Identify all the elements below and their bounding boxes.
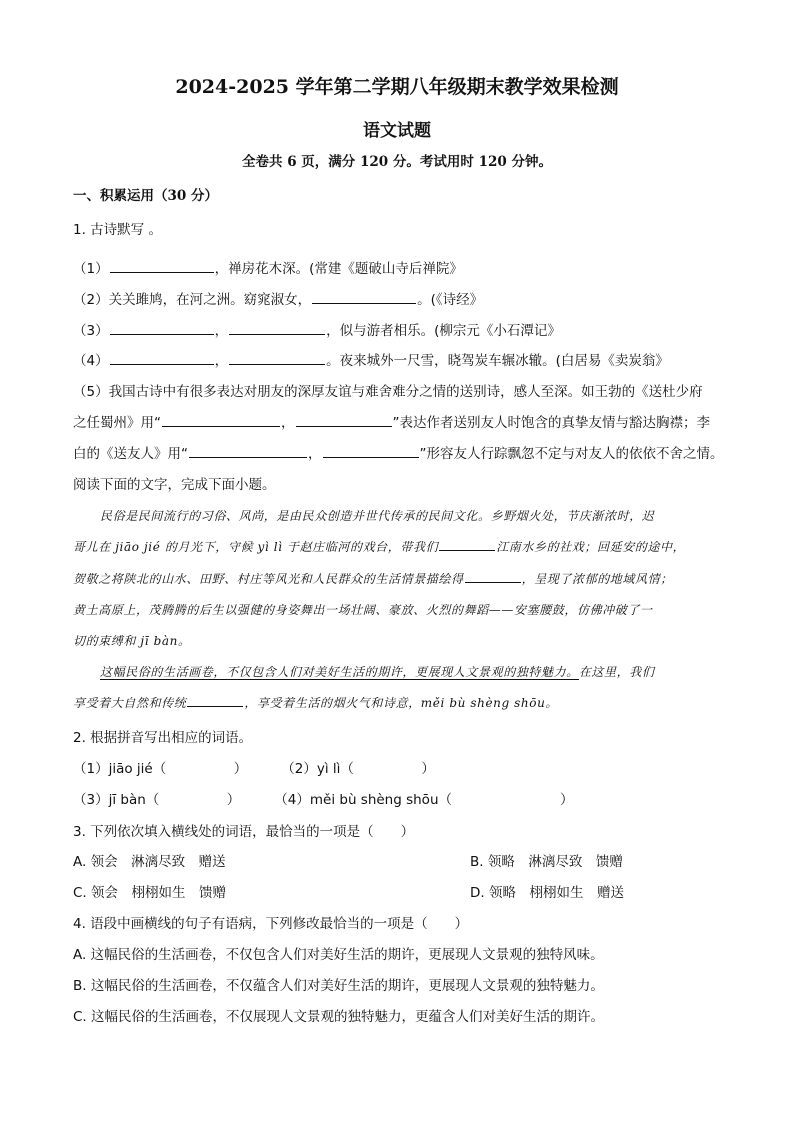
q3-option-b[interactable]: B. 领略 淋漓尽致 馈赠: [470, 854, 623, 870]
answer-blank[interactable]: [323, 445, 419, 458]
q2-row-1: [73, 757, 733, 777]
answer-blank[interactable]: [162, 414, 280, 427]
q3-options-row-2: [73, 881, 733, 901]
q1-item-3-text: ，似与游者相乐。(柳宗元《小石潭记》: [326, 323, 561, 339]
q1-item-5-line-2: [73, 411, 733, 431]
q2-item-1: （1）jiāo jié（ ）: [73, 761, 248, 777]
q3-option-d[interactable]: D. 领略 栩栩如生 赠送: [470, 885, 624, 901]
question-3-stem: 3. 下列依次填入横线处的词语，最恰当的一项是（ ）: [73, 824, 415, 840]
answer-blank[interactable]: [229, 322, 325, 335]
q1-item-1: [73, 257, 733, 277]
q1-item-5-line-3: [73, 442, 733, 462]
answer-blank[interactable]: [110, 260, 214, 273]
q1-item-4-text: 。夜来城外一尺雪，晓驾炭车辗冰辙。(白居易《卖炭翁》: [326, 353, 669, 369]
passage-line: 切的束缚和 jī bàn。: [73, 634, 191, 648]
passage-text: 贺敬之将陕北的山水、田野、村庄等风光和人民群众的生活情景描绘得: [73, 572, 464, 586]
q1-item-5-text: ”表达作者送别友人时饱含的真挚友情与豁达胸襟；李: [392, 415, 710, 431]
passage-text: 江南水乡的社戏；回延安的途中，: [496, 540, 686, 554]
q2-item-2: （2）yì lì（ ）: [281, 761, 435, 777]
exam-info: 全卷共 6 页，满分 120 分。考试用时 120 分钟。: [242, 154, 552, 170]
answer-blank[interactable]: [229, 352, 325, 365]
passage-line: [73, 570, 733, 587]
q1-item-4: [73, 349, 733, 369]
passage-line: [73, 694, 733, 711]
q2-row-2: [73, 788, 733, 808]
q1-item-2: [73, 288, 733, 308]
passage-line: [73, 538, 733, 555]
underlined-sentence: 这幅民俗的生活画卷，不仅包含人们对美好生活的期许，更展现人文景观的独特魅力。: [100, 665, 579, 679]
question-1-stem: 1. 古诗默写 。: [73, 222, 162, 238]
passage-text: 在这里，我们: [578, 665, 655, 679]
q1-item-5-line-1: （5）我国古诗中有很多表达对朋友的深厚友谊与难舍难分之情的送别诗，感人至深。如王勃的《送杜少府: [73, 384, 703, 400]
q1-item-3-num: （3）: [73, 323, 109, 339]
q4-option-a[interactable]: A. 这幅民俗的生活画卷，不仅包含人们对美好生活的期许，更展现人文景观的独特风味。: [73, 947, 604, 963]
answer-blank[interactable]: [296, 414, 392, 427]
q1-item-5-sep: ，: [281, 415, 295, 431]
q4-option-c[interactable]: C. 这幅民俗的生活画卷，不仅展现人文景观的独特魅力，更蕴含人们对美好生活的期许。: [73, 1009, 605, 1025]
q1-item-3-sep: ，: [214, 323, 229, 339]
q3-option-c[interactable]: C. 领会 栩栩如生 馈赠: [73, 885, 227, 901]
question-4-stem: 4. 语段中画横线的句子有语病，下列修改最恰当的一项是（ ）: [73, 916, 469, 932]
exam-title: 2024-2025 学年第二学期八年级期末教学效果检测: [175, 76, 619, 98]
q1-item-5-text: 白的《送友人》用“: [73, 446, 188, 462]
q2-item-3: （3）jī bàn（ ）: [73, 792, 241, 808]
q2-item-4: （4）měi bù shèng shōu（ ）: [274, 792, 574, 808]
passage-text: ，呈现了浓郁的地域风情；: [521, 572, 673, 586]
answer-blank[interactable]: [110, 322, 214, 335]
passage-text: ，享受着生活的烟火气和诗意，měi bù shèng shōu。: [244, 696, 559, 710]
q1-item-1-text: ，禅房花木深。(常建《题破山寺后禅院》: [214, 261, 463, 277]
q1-item-5-sep: ，: [308, 446, 322, 462]
q1-item-2-text-before: （2）关关雎鸠，在河之洲。窈窕淑女，: [73, 292, 312, 308]
q1-item-4-num: （4）: [73, 353, 109, 369]
passage-text: 哥儿在 jiāo jié 的月光下，守候 yì lì 于赵庄临河的戏台，带我们: [73, 540, 439, 554]
question-2-stem: 2. 根据拼音写出相应的词语。: [73, 730, 253, 746]
passage-line: 民俗是民间流行的习俗、风尚，是由民众创造并世代传承的民间文化。乡野烟火处，节庆渐浓时，迟: [100, 509, 655, 523]
q4-option-b[interactable]: B. 这幅民俗的生活画卷，不仅蕴含人们对美好生活的期许，更展现人文景观的独特魅力。: [73, 978, 604, 994]
q1-item-1-num: （1）: [73, 261, 109, 277]
passage-text: 享受着大自然和传统: [73, 696, 187, 710]
q3-option-a[interactable]: A. 领会 淋漓尽致 赠送: [73, 854, 226, 870]
passage-line: [100, 663, 733, 680]
section-heading: 一、积累运用（30 分）: [73, 188, 218, 204]
q3-options-row-1: [73, 850, 733, 870]
answer-blank[interactable]: [110, 352, 214, 365]
passage-line: 黄土高原上，茂腾腾的后生以强健的身姿舞出一场壮阔、豪放、火烈的舞蹈——安塞腰鼓，仿佛冲破了一: [73, 603, 653, 617]
q1-item-5-text: ”形容友人行踪飘忽不定与对友人的依依不舍之情。: [419, 446, 724, 462]
answer-blank[interactable]: [312, 291, 416, 304]
q1-item-4-sep: ，: [214, 353, 229, 369]
q1-item-5-text: 之任蜀州》用“: [73, 415, 161, 431]
reading-intro: 阅读下面的文字，完成下面小题。: [73, 477, 276, 493]
passage-blank[interactable]: [187, 696, 243, 707]
passage-blank[interactable]: [439, 540, 495, 551]
exam-subtitle: 语文试题: [363, 121, 431, 141]
answer-blank[interactable]: [189, 445, 307, 458]
q1-item-2-text-after: 。(《诗经》: [417, 292, 484, 308]
passage-blank[interactable]: [465, 572, 521, 583]
q1-item-3: [73, 319, 733, 339]
